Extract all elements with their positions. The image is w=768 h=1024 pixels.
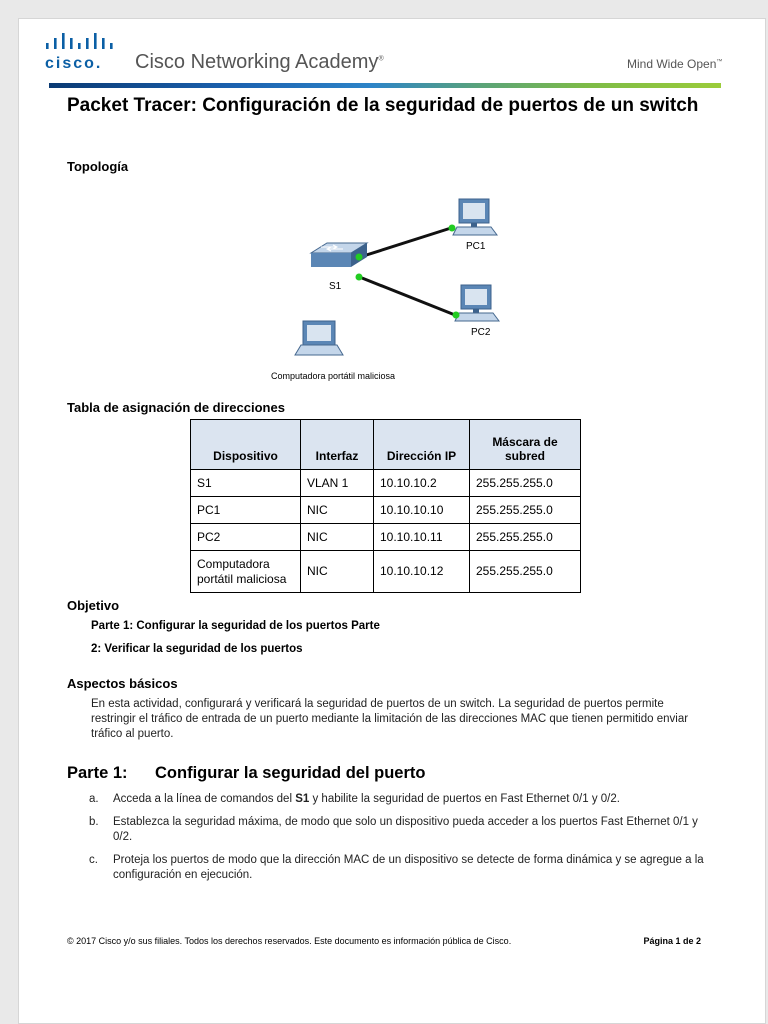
topology-heading: Topología — [67, 159, 129, 174]
link-s1-pc2 — [357, 276, 455, 315]
addressing-table — [190, 419, 581, 593]
addressing-table-heading: Tabla de asignación de direcciones — [67, 400, 285, 415]
table-row — [191, 470, 581, 497]
step-text: Establezca la seguridad máxima, de modo que solo un dispositivo pueda acceder a los puertos Fast Ethernet 0/1 y 0/2. — [113, 816, 698, 843]
column-header: Dispositivo — [191, 420, 301, 470]
table-cell: 255.255.255.0 — [470, 551, 581, 593]
document-title: Packet Tracer: Configuración de la seguridad de puertos de un switch — [67, 95, 699, 116]
copyright-text: © 2017 Cisco y/o sus filiales. Todos los derechos reservados. Este documento es información pública de Cisco. — [67, 936, 512, 946]
header-gradient-rule — [49, 83, 721, 88]
link-s1-pc1 — [357, 228, 451, 258]
table-cell: VLAN 1 — [301, 470, 374, 497]
table-cell: 10.10.10.10 — [374, 497, 470, 524]
table-cell: 255.255.255.0 — [470, 524, 581, 551]
cisco-logo-wordmark: cisco. — [45, 55, 103, 72]
step-item — [89, 815, 709, 845]
step-item — [89, 792, 709, 807]
step-letter: c. — [89, 854, 98, 866]
table-header-row — [191, 420, 581, 470]
part1-title: Configurar la seguridad del puerto — [155, 764, 426, 782]
cisco-logo-bars — [45, 33, 121, 53]
table-cell: NIC — [301, 551, 374, 593]
port-up-indicator — [453, 312, 460, 319]
step-text: Acceda a la línea de comandos del S1 y habilite la seguridad de puertos en Fast Ethernet 0/1 y 0/2. — [113, 793, 620, 805]
table-cell: PC2 — [191, 524, 301, 551]
background-paragraph: En esta actividad, configurará y verificará la seguridad de puertos de un switch. La seguridad de puertos permite restringir el tráfico de entrada de un puerto mediante la limitación de las direcciones MAC que tienen permitido enviar tráfico al puerto. — [91, 698, 689, 740]
tagline: Mind Wide Open™ — [627, 57, 723, 71]
part1-label: Parte 1: — [67, 764, 128, 782]
background-heading: Aspectos básicos — [67, 676, 178, 691]
step-letter: b. — [89, 816, 99, 828]
page-footer — [67, 936, 701, 946]
port-up-indicator — [356, 274, 363, 281]
column-header: Dirección IP — [374, 420, 470, 470]
step-letter: a. — [89, 793, 99, 805]
table-row — [191, 551, 581, 593]
table-row — [191, 497, 581, 524]
topology-diagram — [259, 173, 539, 405]
objective-item: Parte 1: Configurar la seguridad de los puertos Parte — [91, 620, 380, 632]
table-cell: 10.10.10.11 — [374, 524, 470, 551]
part1-heading — [67, 764, 425, 783]
step-item — [89, 853, 709, 883]
page-number: Página 1 de 2 — [643, 936, 701, 946]
table-cell: S1 — [191, 470, 301, 497]
table-cell: 255.255.255.0 — [470, 470, 581, 497]
laptop-label: Computadora portátil maliciosa — [271, 371, 396, 381]
pc2-label: PC2 — [471, 327, 491, 338]
table-cell: PC1 — [191, 497, 301, 524]
step-text: Proteja los puertos de modo que la dirección MAC de un dispositivo se detecte de forma dinámica y se agregue a la configuración en ejecución. — [113, 854, 704, 881]
table-cell: 255.255.255.0 — [470, 497, 581, 524]
objectives-heading: Objetivo — [67, 598, 120, 613]
pc1-icon — [453, 199, 497, 235]
academy-name: Cisco Networking Academy® — [135, 51, 384, 73]
port-up-indicator — [449, 225, 456, 232]
table-cell: NIC — [301, 524, 374, 551]
table-cell: 10.10.10.2 — [374, 470, 470, 497]
pc1-label: PC1 — [466, 241, 486, 252]
column-header: Interfaz — [301, 420, 374, 470]
table-cell: 10.10.10.12 — [374, 551, 470, 593]
table-cell: Computadora portátil maliciosa — [191, 551, 301, 593]
column-header: Máscara de subred — [470, 420, 581, 470]
document-page — [18, 18, 766, 1024]
switch-label: S1 — [329, 281, 342, 292]
table-row — [191, 524, 581, 551]
table-cell: NIC — [301, 497, 374, 524]
port-up-indicator — [356, 254, 363, 261]
pc2-icon — [455, 285, 499, 321]
laptop-icon — [295, 321, 343, 355]
objective-item: 2: Verificar la seguridad de los puertos — [91, 643, 303, 655]
